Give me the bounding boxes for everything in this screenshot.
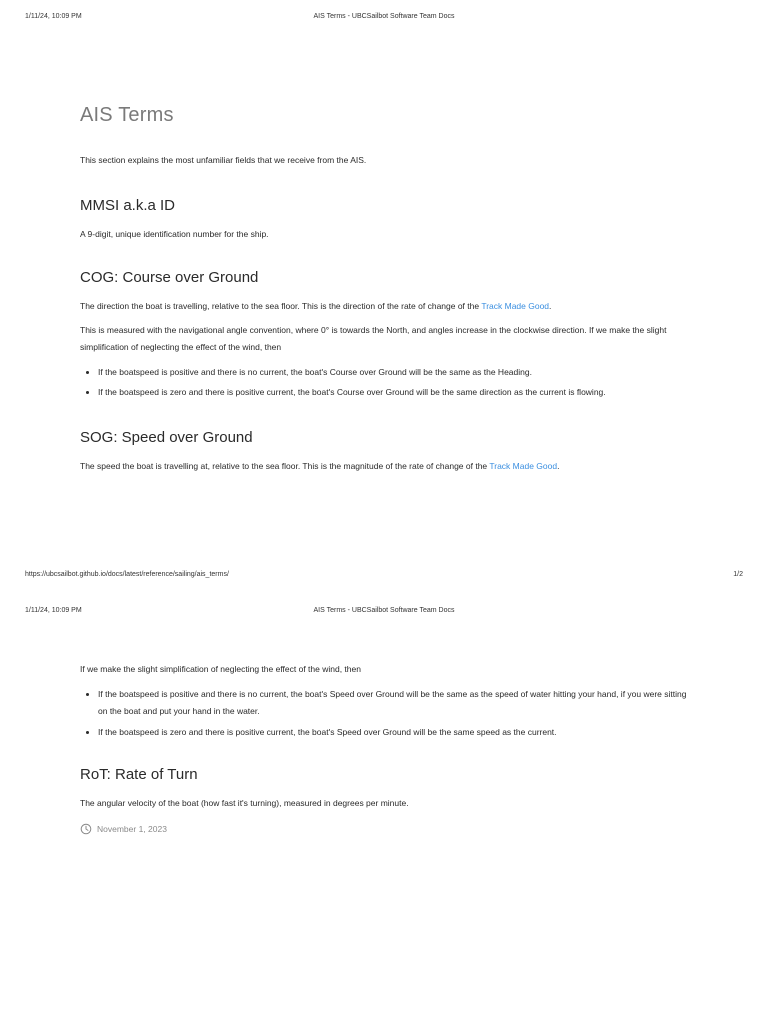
sog-section xyxy=(80,458,690,475)
track-made-good-link[interactable]: Track Made Good xyxy=(481,301,550,311)
sog-continued-section xyxy=(80,661,690,741)
list-item: • If the boatspeed is positive and there is no current, the boat's Course over Ground will be the same as the Heading. xyxy=(98,364,690,381)
print-datetime: 1/11/24, 10:09 PM xyxy=(25,607,82,614)
sog-bullet-list xyxy=(80,686,690,741)
print-url: https://ubcsailbot.github.io/docs/latest/reference/sailing/ais_terms/ xyxy=(25,571,229,578)
last-updated xyxy=(80,823,690,835)
cog-paragraph-1 xyxy=(80,298,690,315)
intro-text: This section explains the most unfamiliar fields that we receive from the AIS. xyxy=(80,155,367,165)
list-item: • If the boatspeed is positive and there is no current, the boat's Speed over Ground will be the same as the speed of water hitting your hand, if you were sitting on the boat and put your hand in the water. xyxy=(98,686,690,720)
cog-p1-end: . xyxy=(549,301,552,311)
cog-heading: COG: Course over Ground xyxy=(80,269,259,286)
rot-heading: RoT: Rate of Turn xyxy=(80,766,198,783)
rot-text: The angular velocity of the boat (how fast it's turning), measured in degrees per minute. xyxy=(80,798,409,808)
cog-paragraph-2: This is measured with the navigational angle convention, where 0° is towards the North, and angles increase in the clockwise direction. If we make the slight simplification of neglecting the effect of the wind, then xyxy=(80,325,667,352)
sog-paragraph-1 xyxy=(80,458,690,475)
clock-icon xyxy=(80,823,92,835)
cog-p1-text: The direction the boat is travelling, relative to the sea floor. This is the direction of the rate of change of the xyxy=(80,301,482,311)
list-item: • If the boatspeed is zero and there is positive current, the boat's Course over Ground will be the same direction as the current is flowing. xyxy=(98,384,690,401)
page-title: AIS Terms xyxy=(80,104,174,126)
last-updated-date: November 1, 2023 xyxy=(97,824,167,834)
print-page-number: 1/2 xyxy=(733,571,743,578)
mmsi-heading: MMSI a.k.a ID xyxy=(80,197,176,214)
rot-section xyxy=(80,795,690,812)
sog-heading: SOG: Speed over Ground xyxy=(80,429,253,446)
sog-p1-end: . xyxy=(557,461,560,471)
print-doc-title: AIS Terms - UBCSailbot Software Team Docs xyxy=(313,607,455,614)
cog-bullet-list xyxy=(80,364,690,401)
mmsi-section xyxy=(80,226,690,243)
print-datetime: 1/11/24, 10:09 PM xyxy=(25,13,82,20)
sog-p1-text: The speed the boat is travelling at, relative to the sea floor. This is the magnitude of the rate of change of the xyxy=(80,461,490,471)
mmsi-text: A 9-digit, unique identification number for the ship. xyxy=(80,229,269,239)
intro-section xyxy=(80,152,690,169)
cog-section xyxy=(80,298,690,401)
list-item: • If the boatspeed is zero and there is positive current, the boat's Speed over Ground will be the same speed as the current. xyxy=(98,724,690,741)
sog-paragraph-2: If we make the slight simplification of neglecting the effect of the wind, then xyxy=(80,664,361,674)
print-doc-title: AIS Terms - UBCSailbot Software Team Docs xyxy=(313,13,455,20)
track-made-good-link[interactable]: Track Made Good xyxy=(489,461,558,471)
